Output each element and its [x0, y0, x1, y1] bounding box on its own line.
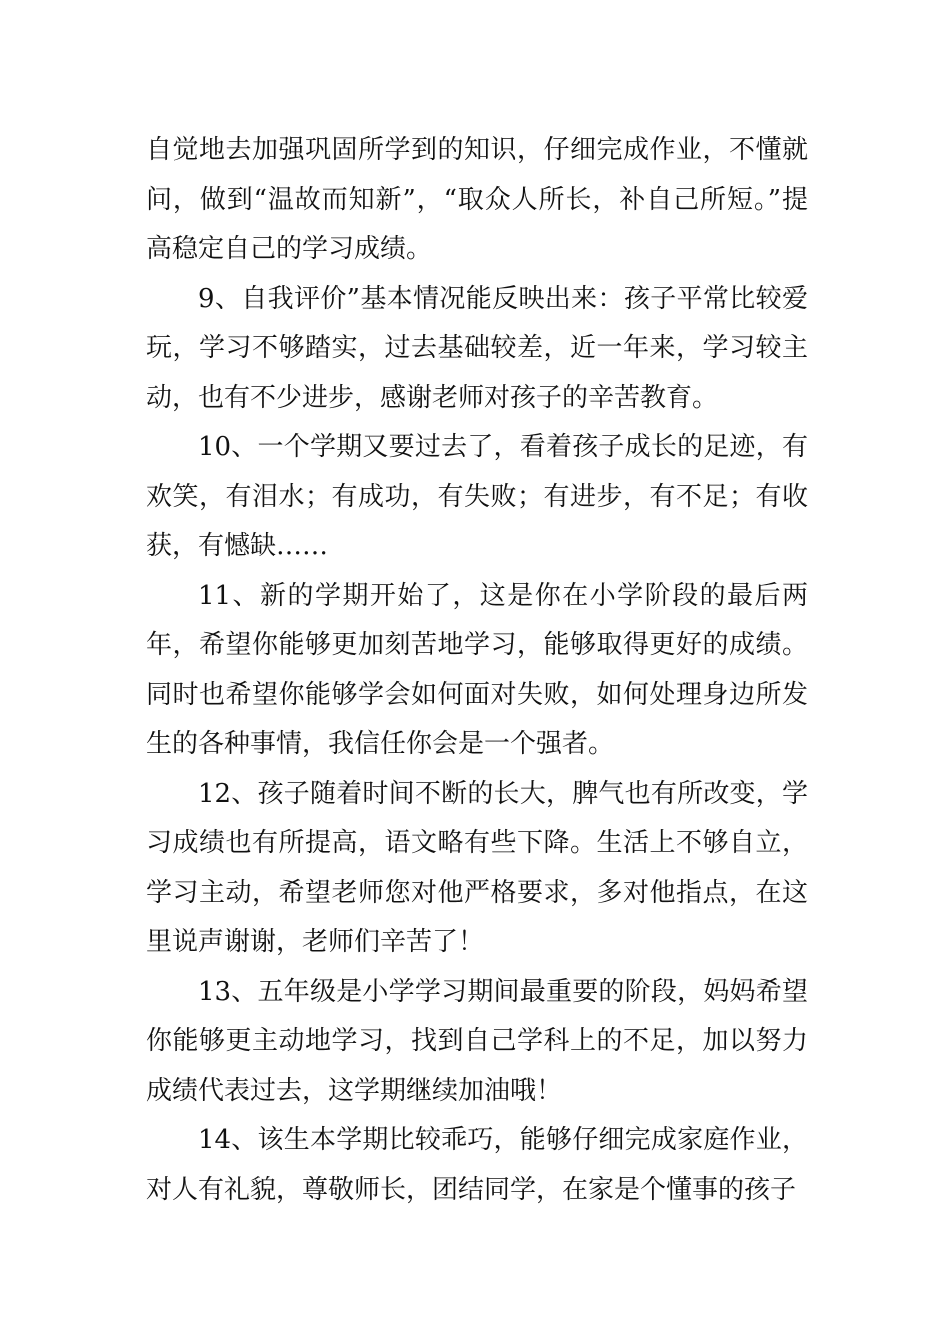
paragraph-continuation: 自觉地去加强巩固所学到的知识，仔细完成作业，不懂就问，做到“温故而知新”，“取众人所长，补自己所短。”提高稳定自己的学习成绩。	[146, 135, 808, 264]
paragraph-item-10: 10、一个学期又要过去了，看着孩子成长的足迹，有欢笑，有泪水；有成功，有失败；有进步，有不足；有收获，有憾缺……	[146, 432, 808, 561]
paragraph-item-9: 9、自我评价”基本情况能反映出来：孩子平常比较爱玩，学习不够踏实，过去基础较差，近一年来，学习较主动，也有不少进步，感谢老师对孩子的辛苦教育。	[146, 283, 808, 413]
paragraph-item-13: 13、五年级是小学学习期间最重要的阶段，妈妈希望你能够更主动地学习，找到自己学科上的不足，加以努力成绩代表过去，这学期继续加油哦！	[146, 976, 808, 1106]
paragraph-item-11: 11、新的学期开始了，这是你在小学阶段的最后两年，希望你能够更加刻苦地学习，能够取得更好的成绩。同时也希望你能够学会如何面对失败，如何处理身边所发生的各种事情，我信任你会是一个强者。	[146, 580, 808, 759]
paragraph-item-14: 14、该生本学期比较乖巧，能够仔细完成家庭作业，对人有礼貌，尊敬师长，团结同学，在家是个懂事的孩子	[146, 1125, 808, 1205]
document-body	[146, 126, 808, 1215]
paragraph-item-12: 12、孩子随着时间不断的长大，脾气也有所改变，学习成绩也有所提高，语文略有些下降。生活上不够自立，学习主动，希望老师您对他严格要求，多对他指点，在这里说声谢谢，老师们辛苦了！	[146, 778, 808, 957]
